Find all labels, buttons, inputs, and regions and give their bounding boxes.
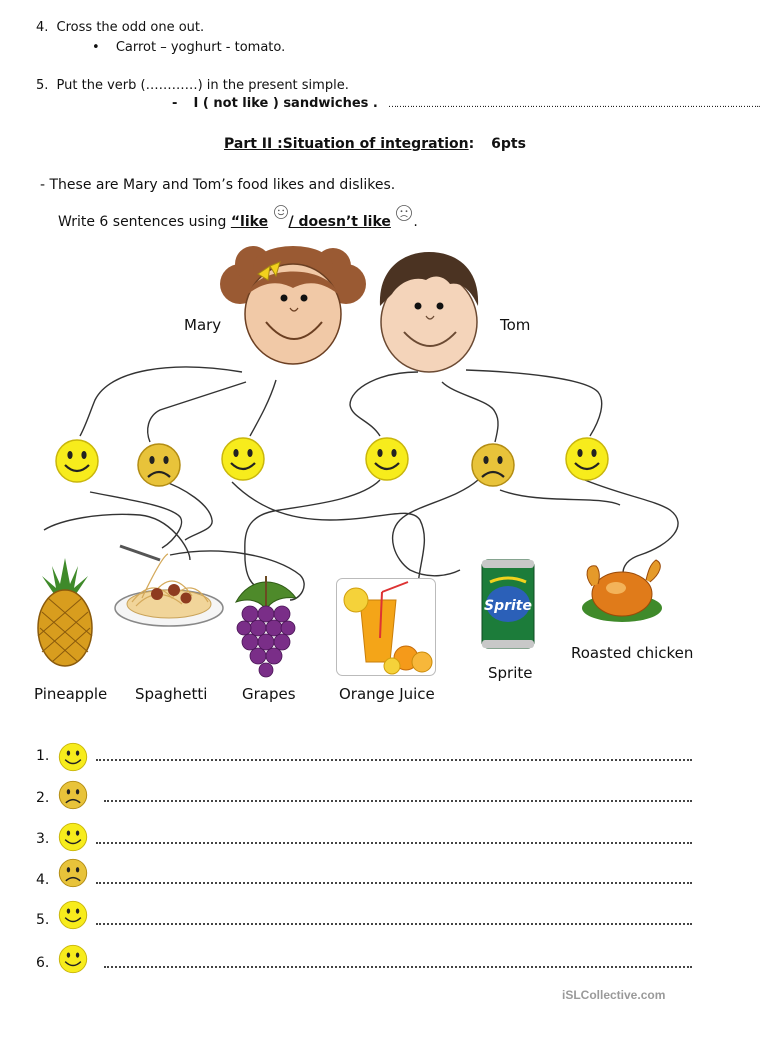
- intro-end: .: [413, 214, 418, 230]
- tom-label: Tom: [500, 316, 531, 334]
- sad-face-icon: [58, 780, 88, 810]
- happy-face-icon: [364, 436, 410, 482]
- happy-face-icon: [58, 742, 88, 772]
- happy-face-icon: [54, 438, 100, 484]
- q5-sentence: I ( not like ) sandwiches .: [193, 96, 378, 111]
- tom-face-illustration: [374, 248, 484, 380]
- spaghetti-label: Spaghetti: [135, 685, 208, 703]
- mary-face-illustration: [218, 244, 368, 378]
- q4-number: 4.: [36, 20, 49, 35]
- grapes-label: Grapes: [242, 685, 296, 703]
- answer-6-line[interactable]: [104, 966, 692, 968]
- sprite-label: Sprite: [488, 664, 533, 682]
- mary-label: Mary: [184, 316, 222, 334]
- like-word: “like: [230, 214, 269, 230]
- pineapple-label: Pineapple: [34, 685, 108, 703]
- q4-options: Carrot – yoghurt - tomato.: [115, 40, 286, 55]
- orange-juice-label: Orange Juice: [339, 685, 435, 703]
- roasted-chicken-label: Roasted chicken: [571, 644, 694, 662]
- happy-face-icon: [564, 436, 610, 482]
- answer-3-line[interactable]: [96, 842, 692, 844]
- sad-face-icon: [58, 858, 88, 888]
- answer-2-number: 2.: [36, 790, 50, 806]
- intro-line-1: - These are Mary and Tom’s food likes and dislikes.: [40, 177, 396, 193]
- happy-face-icon: [58, 822, 88, 852]
- grapes-image: [230, 570, 302, 684]
- dislike-word: / doesn’t like: [288, 214, 391, 230]
- answer-1-line[interactable]: [96, 759, 692, 761]
- answer-5-line[interactable]: [96, 923, 692, 925]
- answer-3-number: 3.: [36, 831, 50, 847]
- answer-6-number: 6.: [36, 955, 50, 971]
- q5-prompt: Put the verb (…………) in the present simple.: [56, 78, 349, 93]
- part2-points: 6pts: [491, 136, 526, 152]
- answer-2-line[interactable]: [104, 800, 692, 802]
- pineapple-image: [34, 556, 96, 672]
- q4-prompt: Cross the odd one out.: [56, 20, 205, 35]
- happy-face-icon: [220, 436, 266, 482]
- intro-prefix: Write 6 sentences using: [58, 214, 231, 230]
- answer-5-number: 5.: [36, 912, 50, 928]
- part2-colon: :: [468, 136, 475, 152]
- answer-4-line[interactable]: [96, 882, 692, 884]
- watermark: iSLCollective.com: [562, 988, 666, 1002]
- spaghetti-image: [112, 546, 226, 634]
- sprite-can-image: [480, 556, 536, 654]
- q5-dash: -: [172, 96, 178, 111]
- roasted-chicken-image: [580, 556, 666, 634]
- happy-face-icon: [58, 944, 88, 974]
- part2-title: Part II :Situation of integration: [224, 136, 469, 152]
- sad-face-icon: [470, 442, 516, 488]
- answer-1-number: 1.: [36, 748, 50, 764]
- q5-answer-blank[interactable]: …………………………………………………………………………………………………………………………..: [387, 100, 760, 110]
- sprite-can-text: Sprite: [484, 598, 532, 614]
- happy-face-icon: [58, 900, 88, 930]
- orange-juice-image: [336, 578, 436, 680]
- q5-number: 5.: [36, 78, 49, 93]
- sad-face-icon: [136, 442, 182, 488]
- answer-4-number: 4.: [36, 872, 50, 888]
- bullet-icon: •: [92, 40, 100, 55]
